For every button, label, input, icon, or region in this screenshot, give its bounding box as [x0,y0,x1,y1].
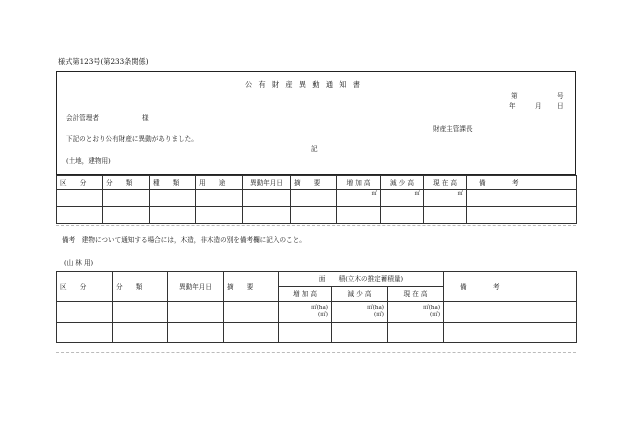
section-label-land: (土地，建物用) [66,157,111,165]
forest-unit-line2: (㎥) [374,312,384,318]
forest-cell [279,323,332,343]
forest-table [56,271,577,343]
notice-title: 公 有 財 産 異 動 通 知 書 [245,80,362,89]
forest-unit-increase [279,302,332,323]
land-header-tekiyo: 摘 要 [291,176,337,190]
form-label: 様式第123号(第233条関係) [58,57,149,66]
land-cell [243,190,291,207]
forest-cell [168,302,224,323]
land-unit-current: ㎡ [424,190,467,207]
number-go: 号 [557,92,564,100]
forest-cell [113,302,168,323]
forest-header-kubun: 区 分 [57,272,113,302]
date-month: 月 [535,102,542,110]
forest-unit-line1: ㎡(ha) [311,305,328,311]
land-header-kubun: 区 分 [57,176,103,190]
land-cell [103,190,150,207]
land-header-shurui: 種 類 [150,176,196,190]
land-cell [467,207,577,224]
forest-table-row [57,302,577,323]
number-dai: 第 [511,92,518,100]
date-day: 日 [557,102,564,110]
forest-cell [388,323,444,343]
land-cell [381,207,424,224]
land-header-yoto: 用 途 [196,176,243,190]
forest-cell [332,323,388,343]
land-cell [337,207,381,224]
land-table-row [57,190,577,207]
land-cell [196,190,243,207]
forest-cell [224,323,279,343]
forest-unit-line2: (㎥) [318,312,328,318]
land-header-increase: 増 加 高 [337,176,381,190]
forest-subheader-decrease: 減 少 高 [332,287,388,302]
addressee: 会計管理者 [66,114,99,122]
forest-cell [444,302,577,323]
notice-body-text: 下記のとおり公有財産に異動がありました。 [66,135,198,143]
land-header-remarks: 備 考 [467,176,577,190]
land-header-current: 現 在 高 [424,176,467,190]
land-unit-decrease: ㎡ [381,190,424,207]
land-cell [150,190,196,207]
forest-cell [168,323,224,343]
forest-header-tekiyo: 摘 要 [224,272,279,302]
forest-unit-line1: ㎡(ha) [423,305,441,311]
section-label-forest: (山 林 用) [64,259,94,267]
land-header-decrease: 減 少 高 [381,176,424,190]
land-table-row [57,207,577,224]
land-cell [57,190,103,207]
forest-unit-current [388,302,444,323]
forest-cell [57,302,113,323]
land-cell [467,190,577,207]
land-unit-increase: ㎡ [337,190,381,207]
forest-header-area-group: 面 積(立木の推定蓄積量) [279,272,444,287]
forest-cell [444,323,577,343]
land-cell [196,207,243,224]
forest-subheader-current: 現 在 高 [388,287,444,302]
forest-header-ido-date: 異動年月日 [168,272,224,302]
forest-unit-line2: (㎥) [430,312,441,318]
land-cell [150,207,196,224]
forest-subheader-increase: 増 加 高 [279,287,332,302]
forest-cell [113,323,168,343]
land-cell [291,207,337,224]
land-header-ido-date: 異動年月日 [243,176,291,190]
land-cell [243,207,291,224]
land-table-header-row [57,176,577,190]
date-year: 年 [509,102,516,110]
forest-unit-line1: ㎡(ha) [367,305,384,311]
table-continuation-line [56,352,576,353]
land-header-bunrui: 分 類 [103,176,150,190]
land-cell [291,190,337,207]
land-cell [424,207,467,224]
forest-header-remarks: 備 考 [444,272,577,302]
remark-text: 備考 建物について通知する場合には，木造，非木造の別を備考欄に記入のこと。 [62,236,306,244]
land-cell [103,207,150,224]
forest-table-header-row [57,272,577,287]
ki-mark: 記 [311,145,318,153]
forest-unit-decrease [332,302,388,323]
table-continuation-line [56,225,576,226]
land-cell [57,207,103,224]
land-building-table [56,175,577,224]
forest-cell [57,323,113,343]
forest-cell [224,302,279,323]
forest-table-row [57,323,577,343]
honorific: 様 [142,114,149,122]
sender: 財産主管課長 [433,125,473,133]
forest-header-bunrui: 分 類 [113,272,168,302]
